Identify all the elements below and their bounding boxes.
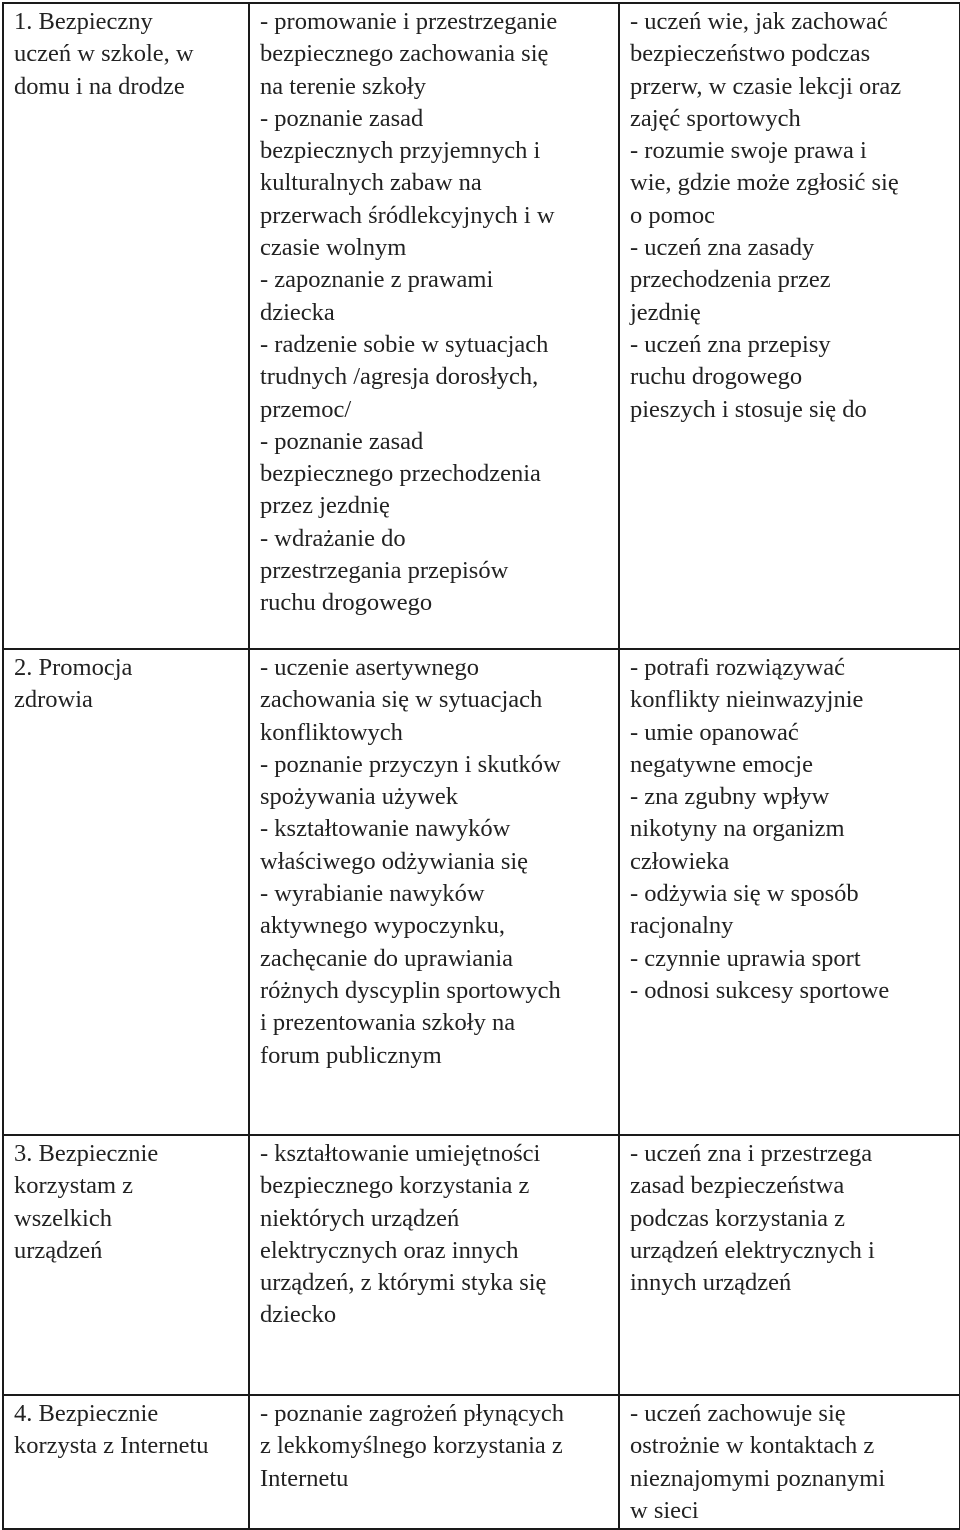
- cell-text-line: - zna zgubny wpływ: [630, 783, 830, 811]
- cell-text-line: - odnosi sukcesy sportowe: [630, 976, 890, 1004]
- cell-text-line: - potrafi rozwiązywać: [630, 654, 845, 681]
- cell-text-line: domu i na drodze: [14, 72, 185, 100]
- cell-text-line: czasie wolnym: [260, 234, 407, 262]
- cell-text-line: 3. Bezpiecznie: [14, 1140, 159, 1167]
- cell-text-line: przerwach śródlekcyjnych i w: [260, 201, 555, 229]
- cell-text-line: - umie opanować: [630, 718, 799, 746]
- cell-text-line: racjonalny: [630, 912, 734, 940]
- cell-text-line: urządzeń elektrycznych i: [630, 1236, 875, 1264]
- cell-text-line: wie, gdzie może zgłosić się: [630, 169, 899, 197]
- cell-text-line: bezpiecznego korzystania z: [260, 1172, 530, 1200]
- cell-text-line: człowieka: [630, 847, 730, 875]
- cell-text-line: - kształtowanie nawyków: [260, 815, 511, 843]
- outcomes-cell: [619, 1135, 960, 1395]
- tasks-cell: [249, 1395, 619, 1529]
- cell-text-line: przerw, w czasie lekcji oraz: [630, 72, 902, 100]
- cell-text-line: na terenie szkoły: [260, 72, 426, 100]
- cell-text-line: zdrowia: [14, 686, 93, 714]
- topic-cell: [3, 1395, 249, 1529]
- cell-text-line: - uczenie asertywnego: [260, 654, 480, 681]
- cell-text-line: ruchu drogowego: [630, 363, 803, 391]
- cell-text-line: 2. Promocja: [14, 654, 133, 681]
- cell-text-line: - wyrabianie nawyków: [260, 880, 485, 908]
- outcomes-cell: [619, 3, 960, 649]
- cell-text-line: dziecka: [260, 298, 335, 326]
- cell-text-line: - odżywia się w sposób: [630, 880, 859, 908]
- table-row: [3, 1135, 960, 1395]
- cell-text-line: - kształtowanie umiejętności: [260, 1140, 541, 1167]
- cell-text-line: trudnych /agresja dorosłych,: [260, 363, 539, 391]
- cell-text-line: właściwego odżywiania się: [260, 847, 529, 875]
- cell-text-line: - poznanie zasad: [260, 427, 424, 455]
- cell-text-line: różnych dyscyplin sportowych: [260, 976, 561, 1004]
- cell-text-line: - promowanie i przestrzeganie: [260, 8, 558, 35]
- cell-text-line: dziecko: [260, 1301, 337, 1329]
- cell-text-line: kulturalnych zabaw na: [260, 169, 482, 197]
- cell-text-line: innych urządzeń: [630, 1269, 792, 1297]
- cell-text-line: - uczeń zna zasady: [630, 234, 815, 262]
- cell-text-line: - poznanie zagrożeń płynących: [260, 1400, 565, 1427]
- cell-text-line: 4. Bezpiecznie: [14, 1400, 159, 1427]
- outcomes-cell: [619, 1395, 960, 1529]
- cell-text-line: - radzenie sobie w sytuacjach: [260, 330, 549, 358]
- cell-text-line: bezpiecznego przechodzenia: [260, 460, 541, 488]
- cell-text-line: konfliktowych: [260, 718, 403, 746]
- cell-text-line: aktywnego wypoczynku,: [260, 912, 505, 940]
- cell-text-line: wszelkich: [14, 1204, 112, 1232]
- cell-text-line: - poznanie zasad: [260, 104, 424, 132]
- cell-text-line: ruchu drogowego: [260, 589, 433, 617]
- cell-text-line: zasad bezpieczeństwa: [630, 1172, 845, 1200]
- cell-text-line: konflikty nieinwazyjnie: [630, 686, 864, 714]
- cell-text-line: zajęć sportowych: [630, 104, 801, 132]
- tasks-cell: [249, 3, 619, 649]
- cell-text-line: korzystam z: [14, 1172, 134, 1200]
- cell-text-line: ostrożnie w kontaktach z: [630, 1432, 875, 1460]
- cell-text-line: pieszych i stosuje się do: [630, 395, 867, 423]
- cell-text-line: - rozumie swoje prawa i: [630, 137, 867, 165]
- cell-text-line: zachęcanie do uprawiania: [260, 944, 514, 972]
- cell-text-line: forum publicznym: [260, 1041, 442, 1069]
- cell-text-line: - poznanie przyczyn i skutków: [260, 750, 561, 778]
- cell-text-line: nikotyny na organizm: [630, 815, 845, 843]
- cell-text-line: i prezentowania szkoły na: [260, 1009, 516, 1037]
- cell-text-line: przez jezdnię: [260, 492, 390, 520]
- cell-text-line: urządzeń, z którymi styka się: [260, 1269, 547, 1297]
- cell-text-line: - zapoznanie z prawami: [260, 266, 494, 294]
- cell-text-line: Internetu: [260, 1464, 349, 1492]
- cell-text-line: 1. Bezpieczny: [14, 8, 153, 35]
- cell-text-line: - czynnie uprawia sport: [630, 944, 861, 972]
- tasks-cell: [249, 649, 619, 1135]
- education-plan-table: [2, 2, 960, 1530]
- cell-text-line: podczas korzystania z: [630, 1204, 845, 1232]
- table-row: [3, 649, 960, 1135]
- cell-text-line: - uczeń wie, jak zachować: [630, 8, 888, 35]
- cell-text-line: przemoc/: [260, 395, 352, 423]
- cell-text-line: jezdnię: [630, 298, 701, 326]
- topic-cell: [3, 3, 249, 649]
- cell-text-line: nieznajomymi poznanymi: [630, 1464, 886, 1492]
- cell-text-line: uczeń w szkole, w: [14, 40, 194, 68]
- cell-text-line: bezpiecznego zachowania się: [260, 40, 549, 68]
- cell-text-line: niektórych urządzeń: [260, 1204, 460, 1232]
- cell-text-line: przechodzenia przez: [630, 266, 831, 294]
- cell-text-line: urządzeń: [14, 1236, 103, 1264]
- table-row: [3, 3, 960, 649]
- topic-cell: [3, 1135, 249, 1395]
- cell-text-line: bezpieczeństwo podczas: [630, 40, 871, 68]
- cell-text-line: - wdrażanie do: [260, 524, 406, 552]
- cell-text-line: spożywania używek: [260, 783, 458, 811]
- topic-cell: [3, 649, 249, 1135]
- outcomes-cell: [619, 649, 960, 1135]
- cell-text-line: z lekkomyślnego korzystania z: [260, 1432, 563, 1460]
- cell-text-line: zachowania się w sytuacjach: [260, 686, 543, 714]
- cell-text-line: - uczeń zachowuje się: [630, 1400, 846, 1427]
- cell-text-line: w sieci: [630, 1496, 699, 1524]
- cell-text-line: negatywne emocje: [630, 750, 813, 778]
- cell-text-line: bezpiecznych przyjemnych i: [260, 137, 541, 165]
- tasks-cell: [249, 1135, 619, 1395]
- cell-text-line: przestrzegania przepisów: [260, 557, 509, 585]
- cell-text-line: - uczeń zna przepisy: [630, 330, 831, 358]
- table-row: [3, 1395, 960, 1529]
- cell-text-line: korzysta z Internetu: [14, 1432, 209, 1460]
- cell-text-line: - uczeń zna i przestrzega: [630, 1140, 873, 1167]
- cell-text-line: o pomoc: [630, 201, 716, 229]
- cell-text-line: elektrycznych oraz innych: [260, 1236, 519, 1264]
